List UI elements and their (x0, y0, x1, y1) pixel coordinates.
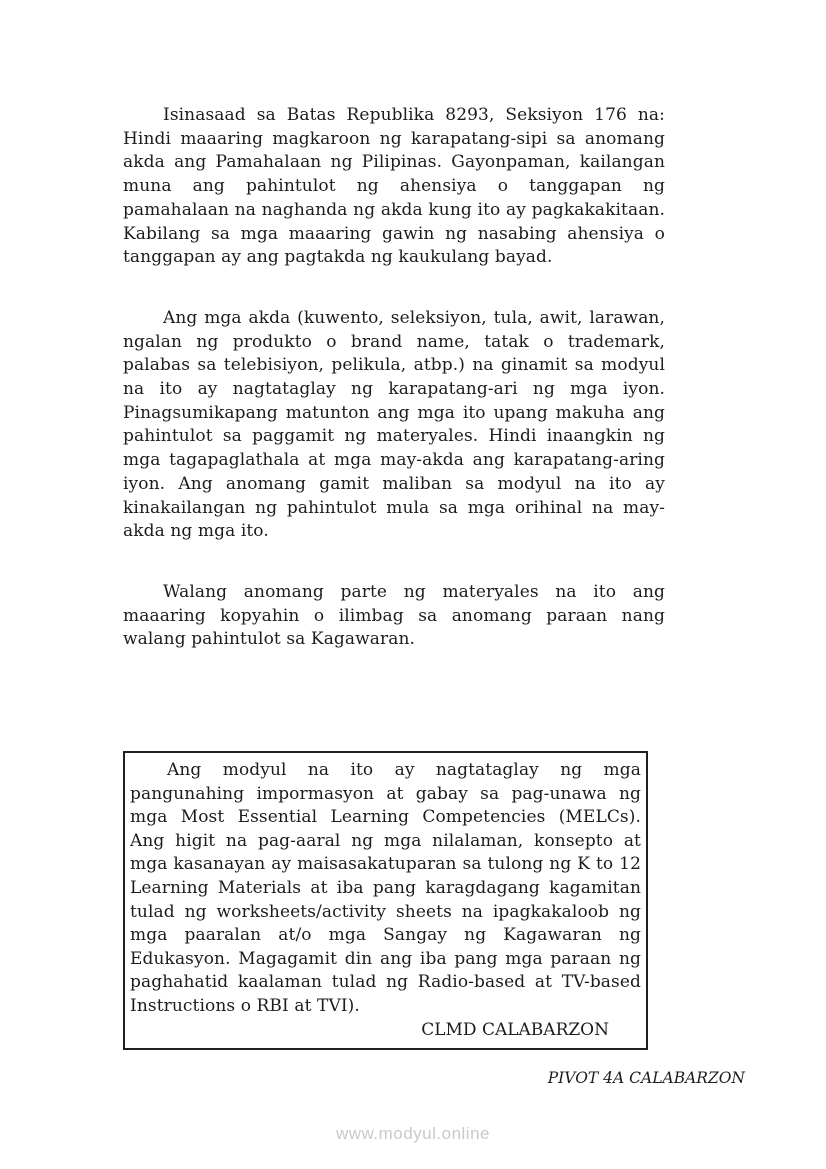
copyrighted-works-paragraph: Ang mga akda (kuwento, seleksiyon, tula, awit, larawan, ngalan ng produkto o brand name, tatak o trademark, palabas sa telebisiyon, pelikula, atbp.) na ginamit sa modyul na ito ay nagtataglay ng karapatang-ari ng mga iyon. Pinagsumikapang matunton ang mga ito upang makuha ang pahintulot sa paggamit ng materyales. Hindi inaangkin ng mga tagapaglathala at mga may-akda ang karapatang-aring iyon. Ang anomang gamit maliban sa modyul na ito ay kinakailangan ng pahintulot mula sa mga orihinal na may-akda ng mga ito. (123, 307, 665, 542)
footer-series-title: PIVOT 4A CALABARZON (547, 1069, 745, 1087)
module-info-text: Ang modyul na ito ay nagtataglay ng mga pangunahing impormasyon at gabay sa pag-unawa ng mga Most Essential Learning Competencies (MELCs). Ang higit na pag-aaral ng mga nilalaman, konsepto at mga kasanayan ay maisasakatuparan sa tulong ng K to 12 Learning Materials at iba pang karagdagang kagamitan tulad ng worksheets/activity sheets na ipagkakaloob ng mga paaralan at/o mga Sangay ng Kagawaran ng Edukasyon. Magagamit din ang iba pang mga paraan ng paghahatid kaalaman tulad ng Radio-based at TV-based Instructions o RBI at TVI). (130, 760, 641, 1016)
clmd-calabarzon-attribution: CLMD CALABARZON (421, 1019, 609, 1040)
copyright-law-paragraph: Isinasaad sa Batas Republika 8293, Seksiyon 176 na: Hindi maaaring magkaroon ng karapatang-sipi sa anomang akda ang Pamahalaan ng Pilipinas. Gayonpaman, kailangan muna ang pahintulot ng ahensiya o tanggapan ng pamahalaan na naghanda ng akda kung ito ay pagkakakitaan. Kabilang sa mga maaaring gawin ng nasabing ahensiya o tanggapan ay ang pagtakda ng kaukulang bayad. (123, 105, 665, 268)
reproduction-prohibition-paragraph: Walang anomang parte ng materyales na ito ang maaaring kopyahin o ilimbag sa anomang paraan nang walang pahintulot sa Kagawaran. (123, 581, 665, 650)
copyright-notice-block (123, 104, 665, 689)
module-info-box (123, 751, 648, 1050)
site-watermark: www.modyul.online (335, 1124, 490, 1143)
